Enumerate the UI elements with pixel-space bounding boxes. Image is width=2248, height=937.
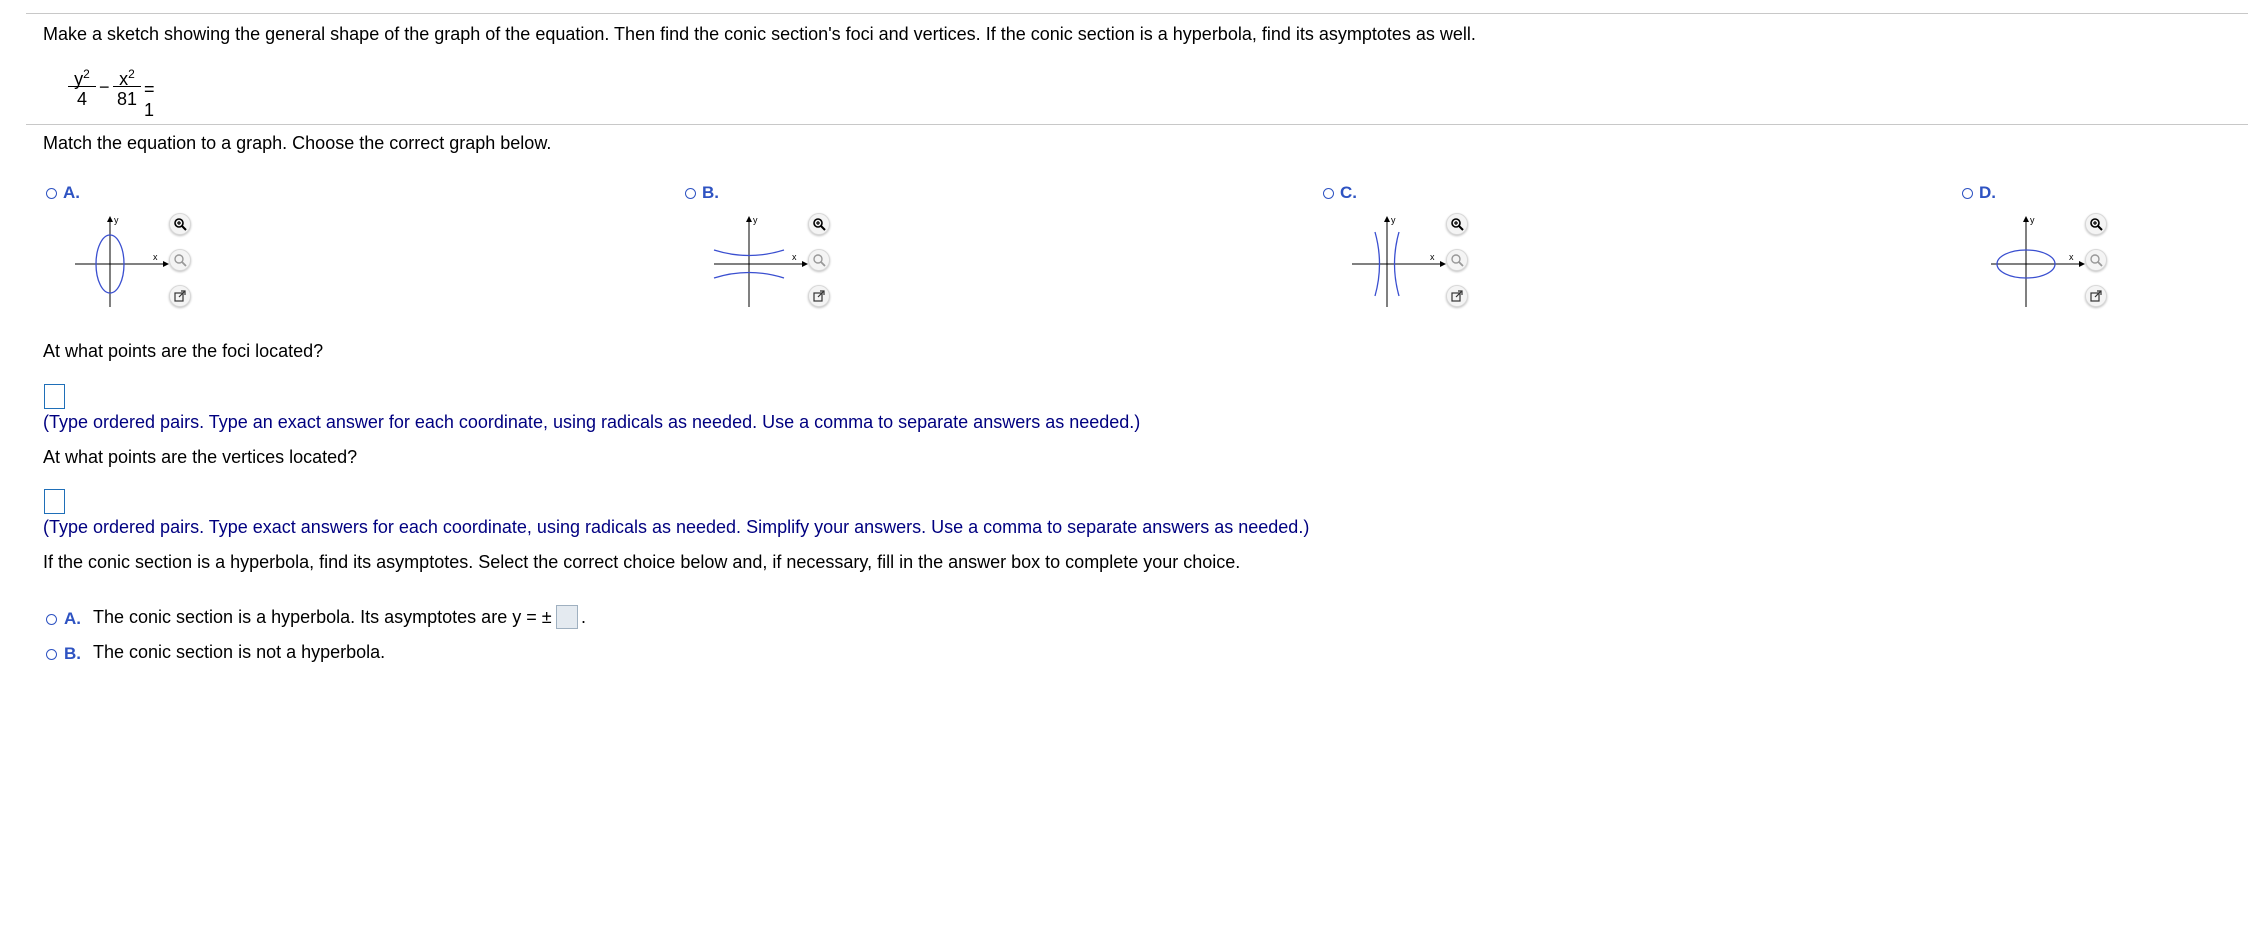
asymptote-letter-b: B. — [64, 644, 81, 663]
equation-rhs: = 1 — [144, 79, 155, 120]
asymptote-choice-a-text: The conic section is a hyperbola. Its asymptotes are y = ± — [93, 607, 552, 627]
zoom-out-icon — [173, 253, 187, 267]
graph-choice-d[interactable] — [1961, 180, 2161, 320]
open-new-window-button[interactable] — [808, 285, 830, 307]
asymptote-choice-b-text: The conic section is not a hyperbola. — [93, 642, 386, 662]
top-divider — [26, 13, 2248, 14]
radio-a[interactable] — [46, 188, 57, 199]
zoom-in-icon — [2089, 217, 2103, 231]
minus-sign: − — [99, 77, 110, 97]
zoom-in-button[interactable] — [169, 213, 191, 235]
choice-letter-a: A. — [63, 183, 80, 202]
graph-d-horizontal-ellipse[interactable] — [1989, 214, 2099, 310]
graph-choice-c[interactable] — [1322, 180, 1522, 320]
zoom-in-icon — [173, 217, 187, 231]
zoom-out-button[interactable] — [1446, 249, 1468, 271]
external-link-icon — [1450, 289, 1464, 303]
open-new-window-button[interactable] — [1446, 285, 1468, 307]
foci-hint: (Type ordered pairs. Type an exact answer for each coordinate, using radicals as needed. Use a comma to separate answers as needed.) — [43, 412, 1141, 432]
radio-b[interactable] — [685, 188, 696, 199]
zoom-in-icon — [812, 217, 826, 231]
external-link-icon — [812, 289, 826, 303]
foci-question: At what points are the foci located? — [43, 341, 324, 361]
graph-choice-a[interactable] — [45, 180, 245, 320]
graph-c-hyperbola[interactable] — [1350, 214, 1460, 310]
choice-letter-d: D. — [1979, 183, 1996, 202]
zoom-in-icon — [1450, 217, 1464, 231]
zoom-out-button[interactable] — [808, 249, 830, 271]
zoom-out-button[interactable] — [169, 249, 191, 271]
vertices-hint: (Type ordered pairs. Type exact answers for each coordinate, using radicals as needed. Simplify your answers. Use a comma to separate answers as needed.) — [43, 517, 1310, 537]
zoom-in-button[interactable] — [1446, 213, 1468, 235]
match-prompt: Match the equation to a graph. Choose the correct graph below. — [43, 133, 552, 153]
zoom-out-button[interactable] — [2085, 249, 2107, 271]
y-axis-label: y — [753, 215, 758, 225]
choice-letter-c: C. — [1340, 183, 1357, 202]
open-new-window-button[interactable] — [169, 285, 191, 307]
vertices-question: At what points are the vertices located? — [43, 447, 358, 467]
radio-asymptote-b[interactable] — [46, 649, 57, 660]
foci-answer-input[interactable] — [44, 384, 65, 409]
fraction-y2-over-4: $y^2$ 4 — [68, 62, 96, 111]
instruction-text: Make a sketch showing the general shape of the graph of the equation. Then find the conic section's foci and vertices. If the conic section is a hyperbola, find its asymptotes as well. — [43, 24, 1476, 44]
y-axis-label: y — [2030, 215, 2035, 225]
choice-letter-b: B. — [702, 183, 719, 202]
zoom-out-icon — [1450, 253, 1464, 267]
radio-d[interactable] — [1962, 188, 1973, 199]
graph-choice-b[interactable] — [684, 180, 884, 320]
zoom-out-icon — [812, 253, 826, 267]
section-divider — [26, 124, 2248, 125]
x-axis-label: x — [1430, 252, 1435, 262]
radio-asymptote-a[interactable] — [46, 614, 57, 625]
radio-c[interactable] — [1323, 188, 1334, 199]
y-axis-label: y — [114, 215, 119, 225]
asymptote-choice-a-suffix: . — [581, 607, 587, 627]
y-axis-label: y — [1391, 215, 1396, 225]
open-new-window-button[interactable] — [2085, 285, 2107, 307]
x-axis-label: x — [2069, 252, 2074, 262]
x-axis-label: x — [792, 252, 797, 262]
external-link-icon — [173, 289, 187, 303]
asymptote-prompt: If the conic section is a hyperbola, find its asymptotes. Select the correct choice below and, if necessary, fill in the answer box to complete your choice. — [43, 552, 1241, 572]
fraction-x2-over-81: $x^2$ 81 — [113, 62, 141, 111]
x-axis-label: x — [153, 252, 158, 262]
asymptote-answer-input[interactable] — [556, 605, 578, 629]
asymptote-letter-a: A. — [64, 609, 81, 628]
zoom-in-button[interactable] — [2085, 213, 2107, 235]
external-link-icon — [2089, 289, 2103, 303]
graph-b-hyperbola[interactable] — [712, 214, 822, 310]
graph-a-vertical-ellipse[interactable] — [73, 214, 183, 310]
zoom-out-icon — [2089, 253, 2103, 267]
vertices-answer-input[interactable] — [44, 489, 65, 514]
zoom-in-button[interactable] — [808, 213, 830, 235]
